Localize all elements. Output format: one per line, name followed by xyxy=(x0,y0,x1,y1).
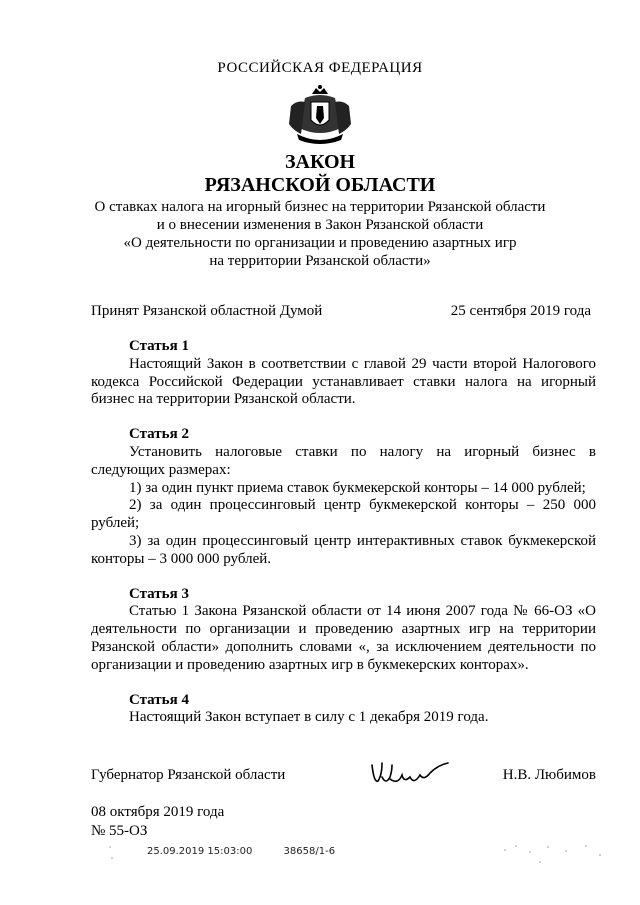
country-header: РОССИЙСКАЯ ФЕДЕРАЦИЯ xyxy=(217,60,423,76)
adoption-date: 25 сентября 2019 года xyxy=(450,303,591,319)
article-paragraph: Настоящий Закон вступает в силу с 1 декабря 2019 года. xyxy=(129,709,489,726)
law-subtitle-line: «О деятельности по организации и проведению азартных игр xyxy=(123,235,517,251)
article-heading: Статья 3 xyxy=(129,585,189,602)
article-item: 2) за один процессинговый центр букмекерской конторы – 250 000 рублей; xyxy=(91,497,596,532)
article-paragraph: Настоящий Закон в соответствии с главой 29 части второй Налогового кодекса Российской Федерации устанавливает ставки налога на игорный бизнес на территории Рязанской области. xyxy=(91,355,596,408)
article-heading: Статья 1 xyxy=(129,338,189,354)
article-item: 3) за один процессинговый центр интерактивных ставок букмекерской конторы – 3 000 000 рублей. xyxy=(91,532,596,567)
law-subtitle-line: и о внесении изменения в Закон Рязанской области xyxy=(156,217,484,233)
law-subtitle-line: на территории Рязанской области» xyxy=(209,253,431,269)
article-heading: Статья 2 xyxy=(129,426,189,443)
stamp-document-id: 38658/1-6 xyxy=(283,846,336,857)
article-paragraph: Статью 1 Закона Рязанской области от 14 июня 2007 года № 66-ОЗ «О деятельности по организации и проведению азартных игр на территории Рязанской области» дополнить словами «, за исключением деятельности по организации и проведению азартных игр в букмекерских конторах». xyxy=(91,603,596,673)
stamp-timestamp: 25.09.2019 15:03:00 xyxy=(147,846,253,857)
law-number: № 55-ОЗ xyxy=(91,823,148,839)
law-subtitle-line: О ставках налога на игорный бизнес на территории Рязанской области xyxy=(94,199,546,215)
law-title-line-2: РЯЗАНСКОЙ ОБЛАСТИ xyxy=(204,174,436,196)
adopting-body: Принят Рязанской областной Думой xyxy=(91,303,323,319)
signing-date: 08 октября 2019 года xyxy=(91,804,225,820)
article-item: 1) за один пункт приема ставок букмекерской конторы – 14 000 рублей; xyxy=(129,479,586,496)
article-paragraph: Установить налоговые ставки по налогу на игорный бизнес в следующих размерах: xyxy=(91,443,596,478)
law-title-line-1: ЗАКОН xyxy=(284,151,356,173)
signatory-name: Н.В. Любимов xyxy=(502,767,596,783)
signatory-position: Губернатор Рязанской области xyxy=(91,767,286,783)
article-heading: Статья 4 xyxy=(129,691,189,708)
